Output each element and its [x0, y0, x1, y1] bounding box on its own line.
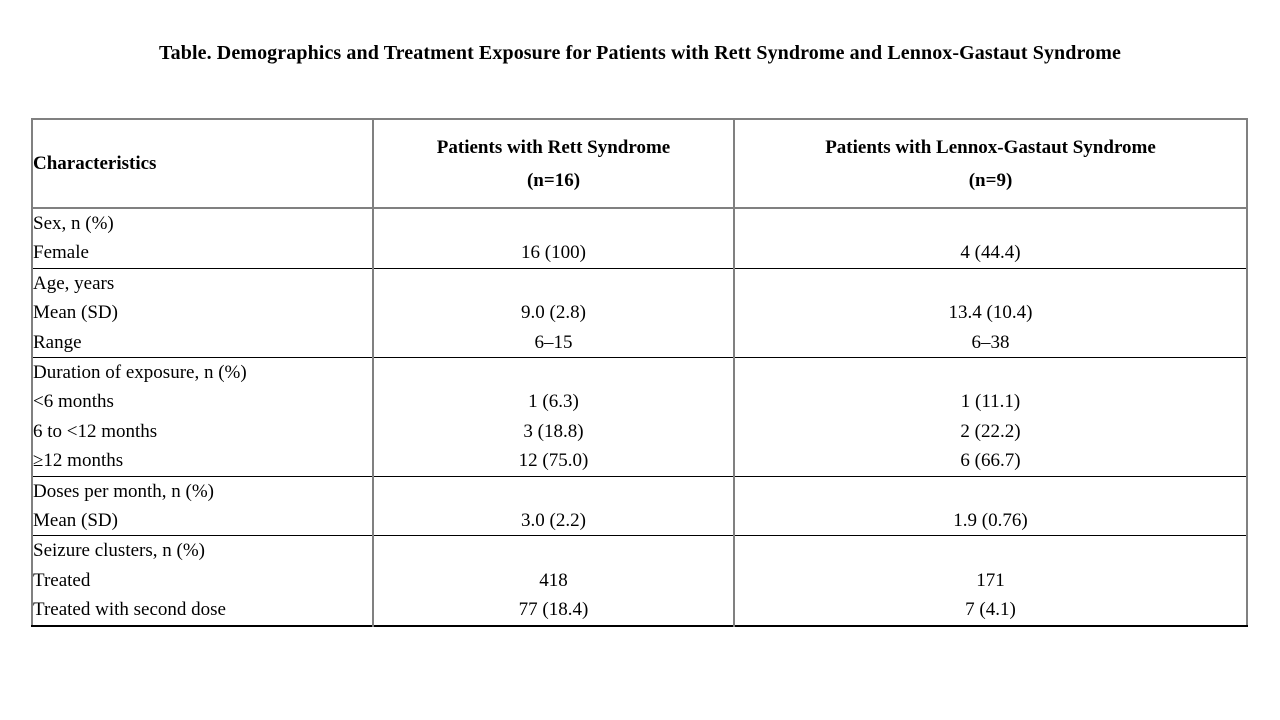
empty-cell [734, 476, 1247, 506]
column-header-rett-n: (n=16) [526, 169, 581, 191]
table-row [32, 417, 1247, 446]
row-label-cell: Treated with second dose [33, 599, 226, 621]
column-header-characteristics: Characteristics [32, 119, 373, 208]
column-header-rett-label: Patients with Rett Syndrome [436, 136, 671, 158]
value-cell-rett: 9.0 (2.8) [373, 298, 734, 327]
value-cell-lgs: 171 [734, 566, 1247, 595]
section-header-row-sex [32, 208, 1247, 238]
table-row [32, 387, 1247, 416]
row-label-cell: Mean (SD) [33, 510, 118, 532]
table-row [32, 298, 1247, 327]
value-cell-lgs: 1.9 (0.76) [734, 506, 1247, 536]
section-header-row-doses [32, 476, 1247, 506]
value-cell-rett: 77 (18.4) [373, 595, 734, 625]
table-row [32, 506, 1247, 536]
column-header-lgs-label: Patients with Lennox-Gastaut Syndrome [825, 136, 1156, 158]
value-cell-lgs: 2 (22.2) [734, 417, 1247, 446]
column-header-lgs-n: (n=9) [968, 169, 1013, 191]
row-label-cell: <6 months [33, 391, 114, 413]
row-label-cell: Range [33, 331, 82, 353]
row-label-cell: 6 to <12 months [33, 420, 158, 442]
value-cell-rett: 12 (75.0) [373, 446, 734, 476]
value-cell-rett: 6–15 [373, 328, 734, 358]
section-header-row-seizure-clusters [32, 536, 1247, 566]
table-row [32, 595, 1247, 625]
table-row [32, 328, 1247, 358]
column-header-rett [373, 119, 734, 208]
value-cell-lgs: 13.4 (10.4) [734, 298, 1247, 327]
value-cell-rett: 1 (6.3) [373, 387, 734, 416]
row-label-cell: Female [33, 242, 89, 264]
section-header-row-duration [32, 358, 1247, 388]
section-header-row-age [32, 268, 1247, 298]
empty-cell [734, 536, 1247, 566]
table-row [32, 566, 1247, 595]
value-cell-rett: 16 (100) [373, 238, 734, 268]
empty-cell [373, 208, 734, 238]
value-cell-rett: 3 (18.8) [373, 417, 734, 446]
value-cell-lgs: 4 (44.4) [734, 238, 1247, 268]
value-cell-rett: 3.0 (2.2) [373, 506, 734, 536]
section-header-cell: Age, years [32, 268, 373, 298]
empty-cell [373, 536, 734, 566]
row-label-cell: Mean (SD) [33, 302, 118, 324]
table-row [32, 238, 1247, 268]
empty-cell [373, 268, 734, 298]
empty-cell [734, 358, 1247, 388]
empty-cell [734, 208, 1247, 238]
empty-cell [734, 268, 1247, 298]
section-header-cell: Duration of exposure, n (%) [32, 358, 373, 388]
table-title: Table. Demographics and Treatment Exposure for Patients with Rett Syndrome and Lennox-Gastaut Syndrome [159, 42, 1121, 64]
demographics-table [31, 118, 1248, 627]
value-cell-lgs: 1 (11.1) [734, 387, 1247, 416]
empty-cell [373, 476, 734, 506]
empty-cell [373, 358, 734, 388]
table-header-row [32, 119, 1247, 208]
value-cell-lgs: 6–38 [734, 328, 1247, 358]
section-header-cell: Seizure clusters, n (%) [32, 536, 373, 566]
row-label-cell: Treated [33, 569, 91, 591]
section-header-cell: Sex, n (%) [32, 208, 373, 238]
row-label-cell: ≥12 months [33, 450, 124, 472]
table-row [32, 446, 1247, 476]
value-cell-rett: 418 [373, 566, 734, 595]
column-header-lgs [734, 119, 1247, 208]
value-cell-lgs: 6 (66.7) [734, 446, 1247, 476]
section-header-cell: Doses per month, n (%) [32, 476, 373, 506]
value-cell-lgs: 7 (4.1) [734, 595, 1247, 625]
